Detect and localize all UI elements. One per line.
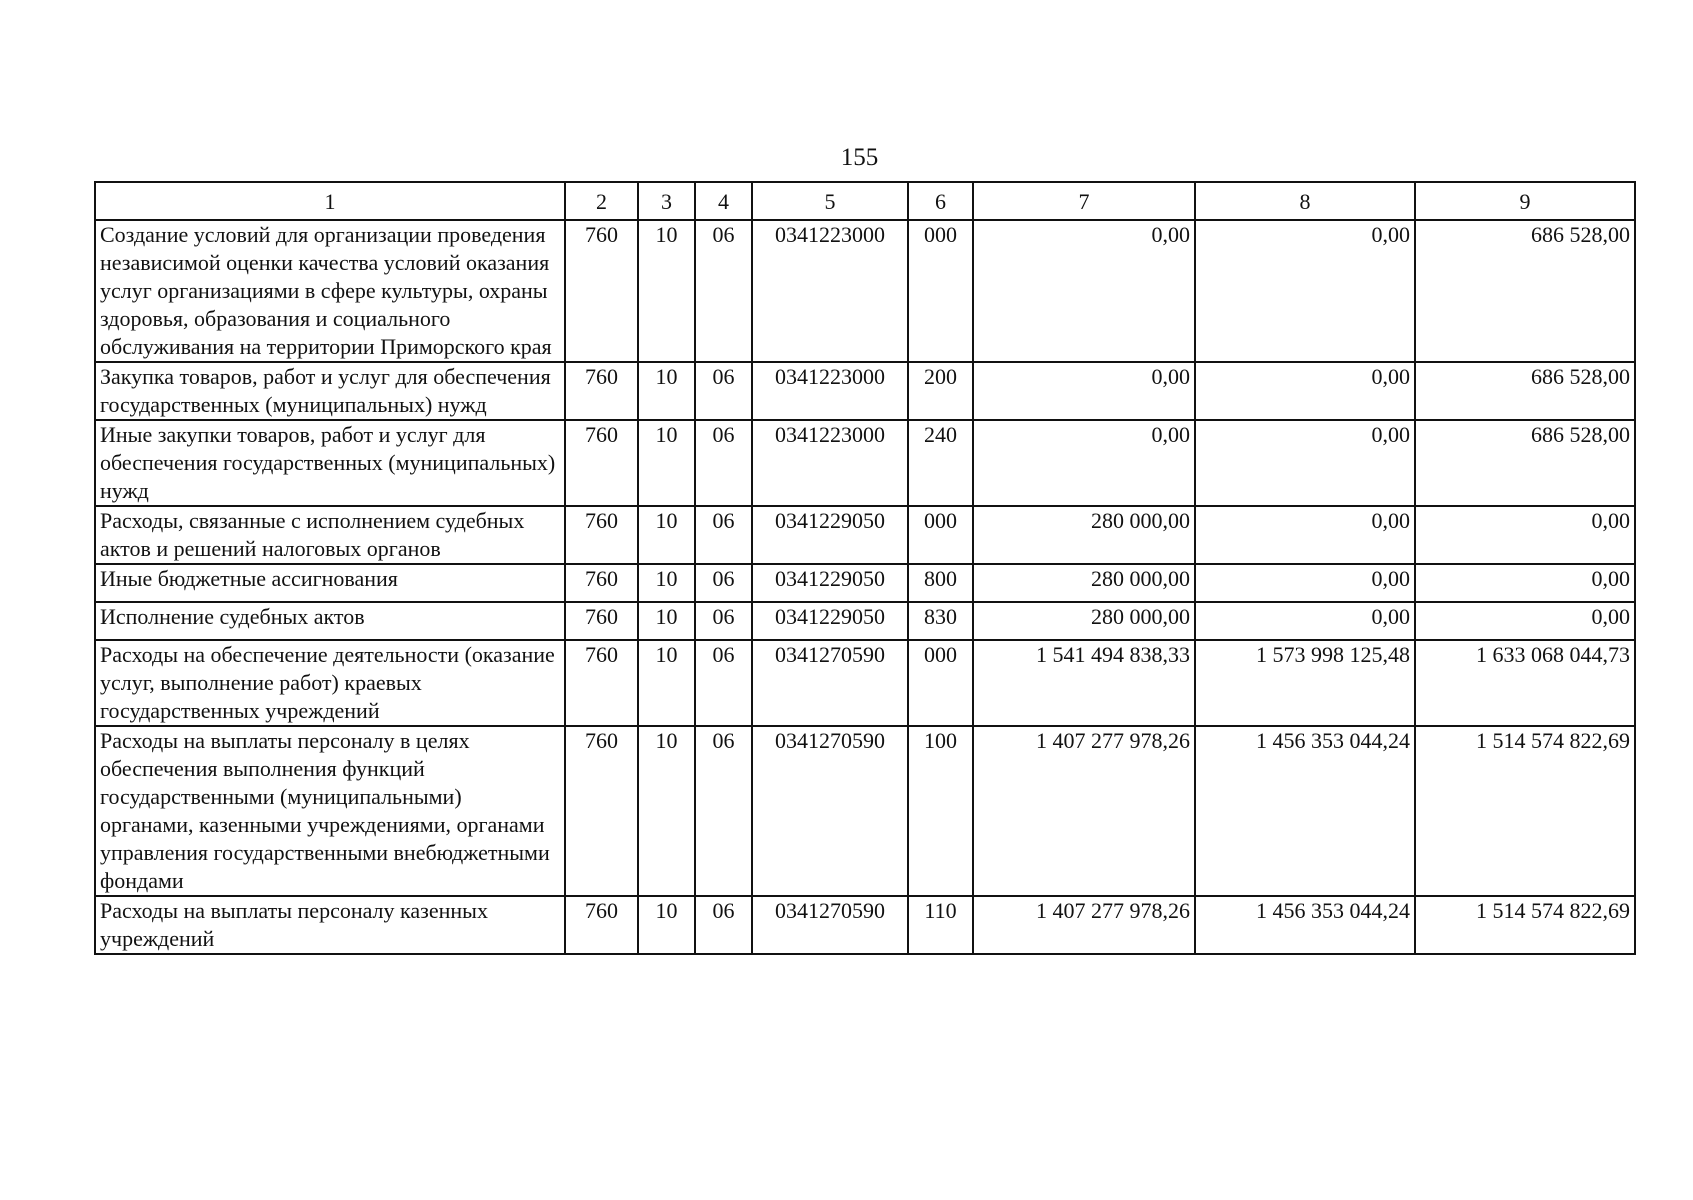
amount-cell: 0,00 <box>1415 506 1635 564</box>
amount-cell: 280 000,00 <box>973 602 1195 640</box>
column-header: 8 <box>1195 182 1415 220</box>
code-cell: 10 <box>638 220 695 362</box>
column-header: 1 <box>95 182 565 220</box>
code-cell: 0341223000 <box>752 362 908 420</box>
table-row <box>95 564 1635 602</box>
column-header: 5 <box>752 182 908 220</box>
code-cell: 760 <box>565 564 638 602</box>
code-cell: 06 <box>695 640 752 726</box>
amount-cell: 1 514 574 822,69 <box>1415 726 1635 896</box>
code-cell: 0341223000 <box>752 220 908 362</box>
code-cell: 760 <box>565 220 638 362</box>
code-cell: 000 <box>908 506 973 564</box>
amount-cell: 686 528,00 <box>1415 362 1635 420</box>
code-cell: 06 <box>695 564 752 602</box>
expense-name-cell: Расходы на обеспечение деятельности (оказание услуг, выполнение работ) краевых государственных учреждений <box>95 640 565 726</box>
code-cell: 760 <box>565 602 638 640</box>
column-header: 9 <box>1415 182 1635 220</box>
amount-cell: 280 000,00 <box>973 506 1195 564</box>
amount-cell: 1 407 277 978,26 <box>973 896 1195 954</box>
code-cell: 000 <box>908 220 973 362</box>
expense-name-cell: Расходы на выплаты персоналу казенных учреждений <box>95 896 565 954</box>
expense-name-cell: Закупка товаров, работ и услуг для обеспечения государственных (муниципальных) нужд <box>95 362 565 420</box>
page-number: 155 <box>840 144 879 171</box>
expense-name-cell: Расходы, связанные с исполнением судебных актов и решений налоговых органов <box>95 506 565 564</box>
expense-name-cell: Иные бюджетные ассигнования <box>95 564 565 602</box>
code-cell: 06 <box>695 506 752 564</box>
code-cell: 0341229050 <box>752 602 908 640</box>
table-row <box>95 896 1635 954</box>
code-cell: 06 <box>695 220 752 362</box>
amount-cell: 0,00 <box>1195 220 1415 362</box>
amount-cell: 0,00 <box>1195 506 1415 564</box>
code-cell: 10 <box>638 602 695 640</box>
column-header: 3 <box>638 182 695 220</box>
table-row <box>95 602 1635 640</box>
amount-cell: 1 456 353 044,24 <box>1195 896 1415 954</box>
amount-cell: 0,00 <box>973 362 1195 420</box>
code-cell: 760 <box>565 896 638 954</box>
code-cell: 0341229050 <box>752 506 908 564</box>
code-cell: 06 <box>695 420 752 506</box>
code-cell: 10 <box>638 896 695 954</box>
column-header: 2 <box>565 182 638 220</box>
code-cell: 200 <box>908 362 973 420</box>
amount-cell: 1 456 353 044,24 <box>1195 726 1415 896</box>
expense-name-cell: Иные закупки товаров, работ и услуг для обеспечения государственных (муниципальных) нужд <box>95 420 565 506</box>
code-cell: 760 <box>565 640 638 726</box>
amount-cell: 0,00 <box>1195 602 1415 640</box>
amount-cell: 0,00 <box>1195 362 1415 420</box>
code-cell: 760 <box>565 506 638 564</box>
amount-cell: 0,00 <box>973 420 1195 506</box>
code-cell: 760 <box>565 362 638 420</box>
code-cell: 0341270590 <box>752 896 908 954</box>
amount-cell: 0,00 <box>1415 564 1635 602</box>
code-cell: 760 <box>565 726 638 896</box>
amount-cell: 1 573 998 125,48 <box>1195 640 1415 726</box>
table-row <box>95 420 1635 506</box>
amount-cell: 0,00 <box>973 220 1195 362</box>
column-header: 6 <box>908 182 973 220</box>
expense-name-cell: Создание условий для организации проведения независимой оценки качества условий оказания услуг организациями в сфере культуры, охраны здоровья, образования и социального обслуживания на территории Приморского края <box>95 220 565 362</box>
expense-name-cell: Расходы на выплаты персоналу в целях обеспечения выполнения функций государственными (муниципальными) органами, казенными учреждениями, органами управления государственными внебюджетными фондами <box>95 726 565 896</box>
code-cell: 10 <box>638 640 695 726</box>
amount-cell: 0,00 <box>1195 564 1415 602</box>
amount-cell: 280 000,00 <box>973 564 1195 602</box>
amount-cell: 1 407 277 978,26 <box>973 726 1195 896</box>
table-row <box>95 726 1635 896</box>
code-cell: 10 <box>638 420 695 506</box>
code-cell: 10 <box>638 362 695 420</box>
budget-table <box>94 181 1636 955</box>
code-cell: 0341229050 <box>752 564 908 602</box>
amount-cell: 0,00 <box>1195 420 1415 506</box>
table-row <box>95 640 1635 726</box>
code-cell: 830 <box>908 602 973 640</box>
code-cell: 06 <box>695 726 752 896</box>
code-cell: 100 <box>908 726 973 896</box>
code-cell: 06 <box>695 896 752 954</box>
code-cell: 110 <box>908 896 973 954</box>
column-header: 7 <box>973 182 1195 220</box>
table-row <box>95 506 1635 564</box>
amount-cell: 1 541 494 838,33 <box>973 640 1195 726</box>
column-header: 4 <box>695 182 752 220</box>
expense-name-cell: Исполнение судебных актов <box>95 602 565 640</box>
code-cell: 000 <box>908 640 973 726</box>
code-cell: 06 <box>695 362 752 420</box>
code-cell: 800 <box>908 564 973 602</box>
code-cell: 0341270590 <box>752 640 908 726</box>
amount-cell: 686 528,00 <box>1415 420 1635 506</box>
amount-cell: 0,00 <box>1415 602 1635 640</box>
table-row <box>95 362 1635 420</box>
table-row <box>95 220 1635 362</box>
header-row <box>95 182 1635 220</box>
amount-cell: 686 528,00 <box>1415 220 1635 362</box>
code-cell: 10 <box>638 564 695 602</box>
code-cell: 10 <box>638 726 695 896</box>
code-cell: 0341270590 <box>752 726 908 896</box>
amount-cell: 1 514 574 822,69 <box>1415 896 1635 954</box>
code-cell: 10 <box>638 506 695 564</box>
code-cell: 760 <box>565 420 638 506</box>
code-cell: 0341223000 <box>752 420 908 506</box>
code-cell: 240 <box>908 420 973 506</box>
amount-cell: 1 633 068 044,73 <box>1415 640 1635 726</box>
code-cell: 06 <box>695 602 752 640</box>
